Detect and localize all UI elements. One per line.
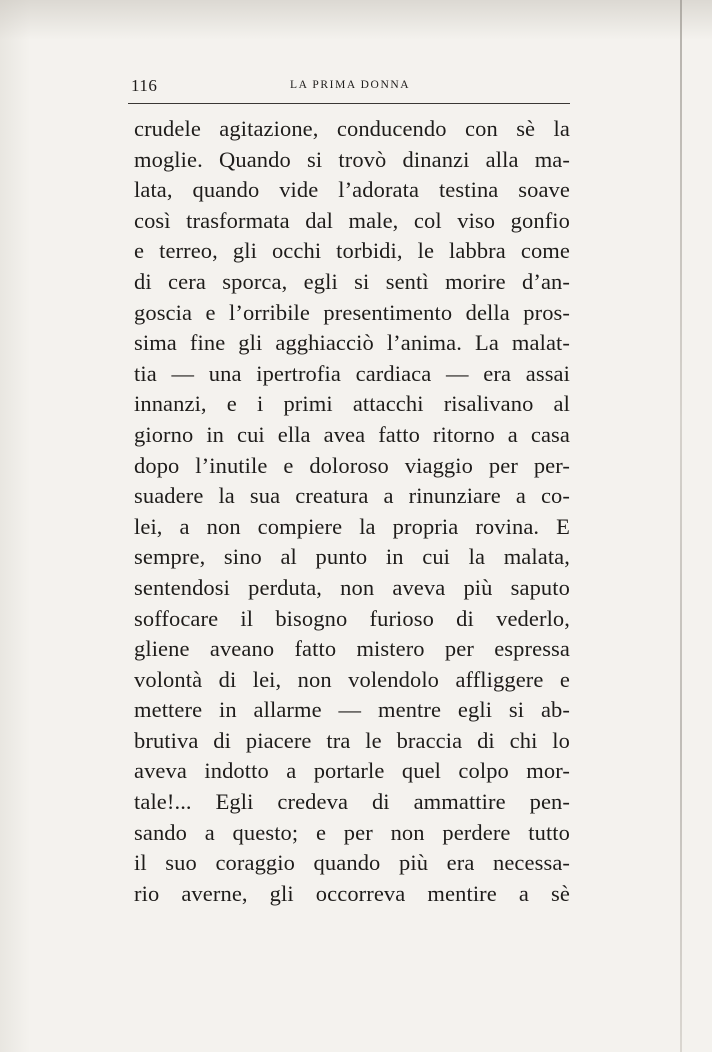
header-rule (128, 103, 570, 104)
text-line: lei, a non compiere la propria rovina. E (134, 513, 570, 539)
text-line: gliene aveano fatto mistero per espressa (134, 636, 570, 662)
text-line: aveva indotto a portarle quel colpo mor- (134, 758, 570, 784)
page-number: 116 (131, 76, 158, 95)
text-line: dopo l’inutile e doloroso viaggio per per- (134, 452, 570, 478)
text-line: il suo coraggio quando più era necessa- (134, 850, 570, 876)
text-line: sando a questo; e per non perdere tutto (134, 819, 570, 845)
text-line: così trasformata dal male, col viso gonfio (134, 207, 570, 233)
text-line: e terreo, gli occhi torbidi, le labbra come (134, 238, 570, 264)
text-line: tale!... Egli credeva di ammattire pen- (134, 789, 570, 815)
text-line: brutiva di piacere tra le braccia di chi lo (134, 727, 570, 753)
text-line: sempre, sino al punto in cui la malata, (134, 544, 570, 570)
text-line: suadere la sua creatura a rinunziare a co- (134, 483, 570, 509)
text-line: sentendosi perduta, non aveva più saputo (134, 574, 570, 600)
text-line: volontà di lei, non volendolo affliggere e (134, 666, 570, 692)
text-line: moglie. Quando si trovò dinanzi alla ma- (134, 146, 570, 172)
text-line: mettere in allarme — mentre egli si ab- (134, 697, 570, 723)
running-title: LA PRIMA DONNA (290, 79, 411, 91)
text-line: sima fine gli agghiacciò l’anima. La malat- (134, 330, 570, 356)
body-text (134, 114, 570, 909)
page-header (0, 76, 712, 100)
page-edge-shadow (680, 0, 682, 1052)
text-line: goscia e l’orribile presentimento della pros- (134, 299, 570, 325)
text-line: crudele agitazione, conducendo con sè la (134, 116, 570, 141)
text-line: lata, quando vide l’adorata testina soave (134, 177, 570, 203)
text-line: rio averne, gli occorreva mentire a sè (134, 880, 570, 906)
text-line: di cera sporca, egli si sentì morire d’an- (134, 268, 570, 294)
text-line: giorno in cui ella avea fatto ritorno a casa (134, 421, 570, 447)
text-line: innanzi, e i primi attacchi risalivano al (134, 391, 570, 417)
text-line: tia — una ipertrofia cardiaca — era assai (134, 360, 570, 386)
text-line: soffocare il bisogno furioso di vederlo, (134, 605, 570, 631)
